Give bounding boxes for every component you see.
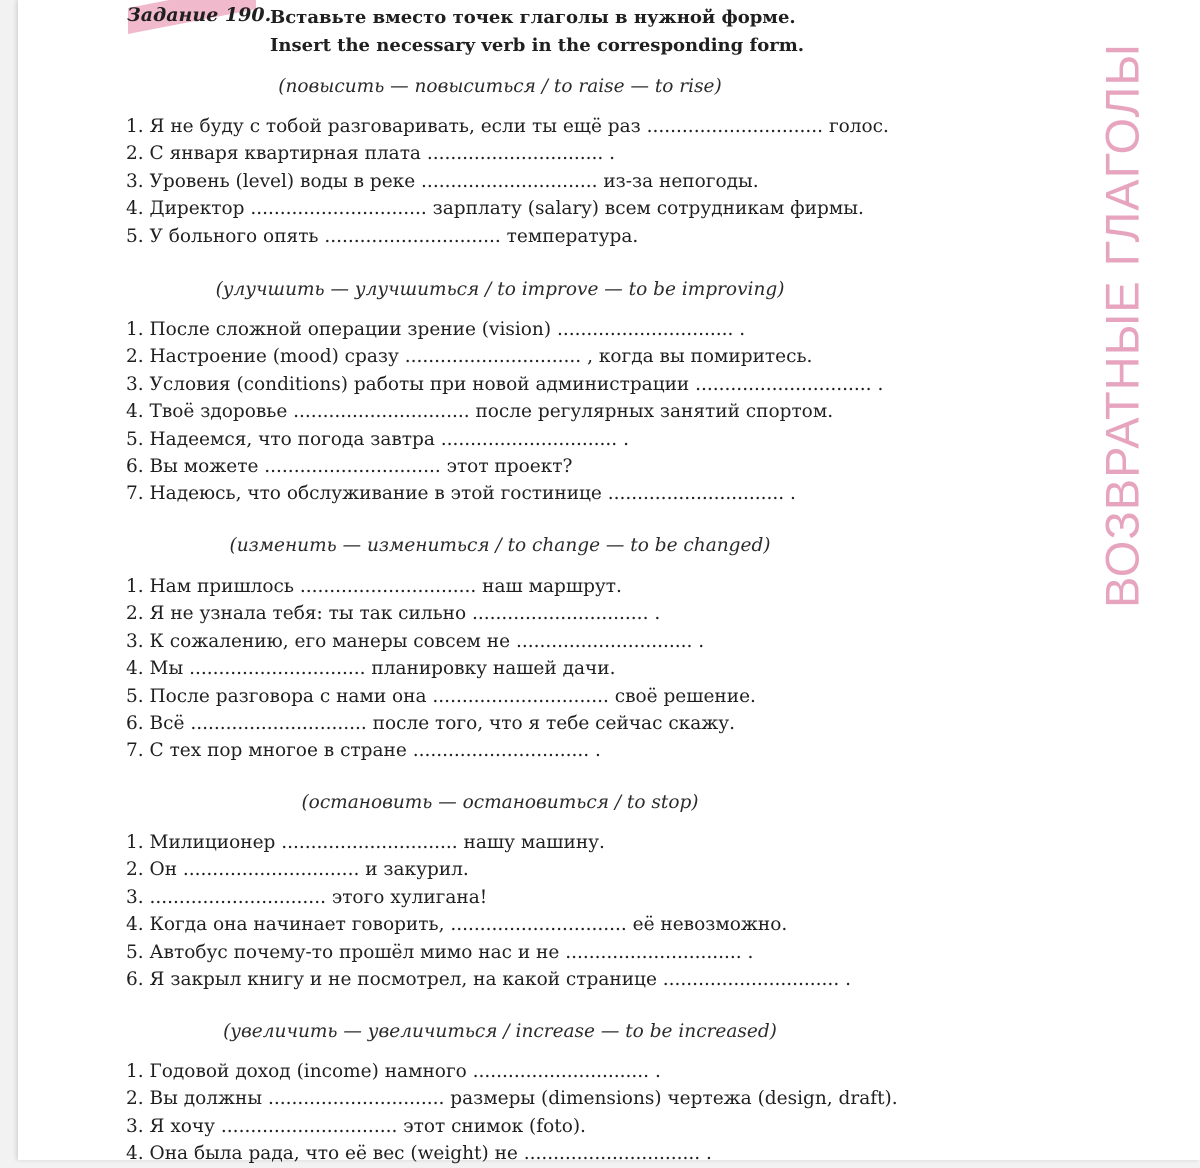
exercise-item: 1. После сложной операции зрение (vision) .............................. . bbox=[126, 319, 746, 340]
exercise-item: 5. У больного опять .............................. температура. bbox=[126, 225, 639, 247]
instruction-english: Insert the necessary verb in the corresponding form. bbox=[270, 35, 805, 56]
section-heading: (повысить — повыситься / to raise — to rise) bbox=[278, 76, 722, 97]
instruction-russian: Вставьте вместо точек глаголы в нужной форме. bbox=[270, 7, 796, 28]
exercise-item: 3. К сожалению, его манеры совсем не .............................. . bbox=[126, 630, 705, 652]
exercise-item: 1. Милиционер .............................. нашу машину. bbox=[126, 832, 605, 853]
exercise-item: 7. Надеюсь, что обслуживание в этой гостинице .............................. . bbox=[126, 483, 796, 505]
exercise-list bbox=[126, 573, 756, 765]
exercise-item: 6. Я закрыл книгу и не посмотрел, на какой странице .............................. . bbox=[126, 969, 851, 991]
task-number: Задание 190. bbox=[127, 4, 272, 26]
exercise-list bbox=[126, 829, 851, 993]
exercise-item: 7. С тех пор многое в стране .............................. . bbox=[126, 740, 601, 762]
exercise-item: 5. Надеемся, что погода завтра .............................. . bbox=[126, 428, 629, 450]
exercise-item: 4. Когда она начинает говорить, .............................. её невозможно. bbox=[126, 914, 788, 936]
exercise-item: 2. Он .............................. и закурил. bbox=[126, 859, 469, 881]
exercise-item: 6. Вы можете .............................. этот проект? bbox=[126, 456, 573, 478]
exercise-item: 1. Нам пришлось .............................. наш маршрут. bbox=[126, 576, 622, 597]
exercise-item: 2. Вы должны .............................. размеры (dimensions) чертежа (design, draft). bbox=[126, 1088, 898, 1110]
exercise-item: 4. Она была рада, что её вес (weight) не .............................. . bbox=[126, 1143, 712, 1165]
exercise-item: 3. Я хочу .............................. этот снимок (foto). bbox=[126, 1115, 586, 1137]
section-heading: (улучшить — улучшиться / to improve — to be improving) bbox=[215, 279, 785, 300]
exercise-list bbox=[126, 316, 883, 508]
exercise-item: 3. .............................. этого хулигана! bbox=[126, 886, 488, 908]
exercise-item: 2. Я не узнала тебя: ты так сильно .............................. . bbox=[126, 603, 661, 625]
task-instructions bbox=[270, 4, 804, 60]
exercise-item: 2. Настроение (mood) сразу .............................. , когда вы помиритесь. bbox=[126, 346, 813, 368]
chapter-side-title: ВОЗВРАТНЫЕ ГЛАГОЛЫ bbox=[1095, 43, 1149, 608]
exercise-item: 1. Годовой доход (income) намного .............................. . bbox=[126, 1061, 661, 1082]
section-heading: (увеличить — увеличиться / increase — to be increased) bbox=[223, 1021, 777, 1042]
exercise-item: 4. Твоё здоровье .............................. после регулярных занятий спортом. bbox=[126, 401, 834, 423]
exercise-item: 3. Условия (conditions) работы при новой администрации .............................. . bbox=[126, 373, 884, 395]
exercise-item: 4. Мы .............................. планировку нашей дачи. bbox=[126, 658, 616, 680]
exercise-item: 4. Директор .............................. зарплату (salary) всем сотрудникам фирмы. bbox=[126, 198, 864, 220]
exercise-item: 5. После разговора с нами она .............................. своё решение. bbox=[126, 685, 756, 707]
exercise-item: 5. Автобус почему-то прошёл мимо нас и не .............................. . bbox=[126, 941, 754, 963]
exercise-item: 6. Всё .............................. после того, что я тебе сейчас скажу. bbox=[126, 713, 736, 735]
exercise-item: 1. Я не буду с тобой разговаривать, если ты ещё раз .............................. голос. bbox=[126, 116, 889, 137]
exercise-list bbox=[126, 113, 889, 250]
exercise-item: 3. Уровень (level) воды в реке .............................. из-за непогоды. bbox=[126, 170, 759, 192]
exercise-item: 2. С января квартирная плата .............................. . bbox=[126, 143, 616, 165]
section-heading: (остановить — остановиться / to stop) bbox=[301, 792, 699, 813]
exercise-list bbox=[126, 1058, 898, 1168]
section-heading: (изменить — измениться / to change — to be changed) bbox=[229, 535, 771, 556]
